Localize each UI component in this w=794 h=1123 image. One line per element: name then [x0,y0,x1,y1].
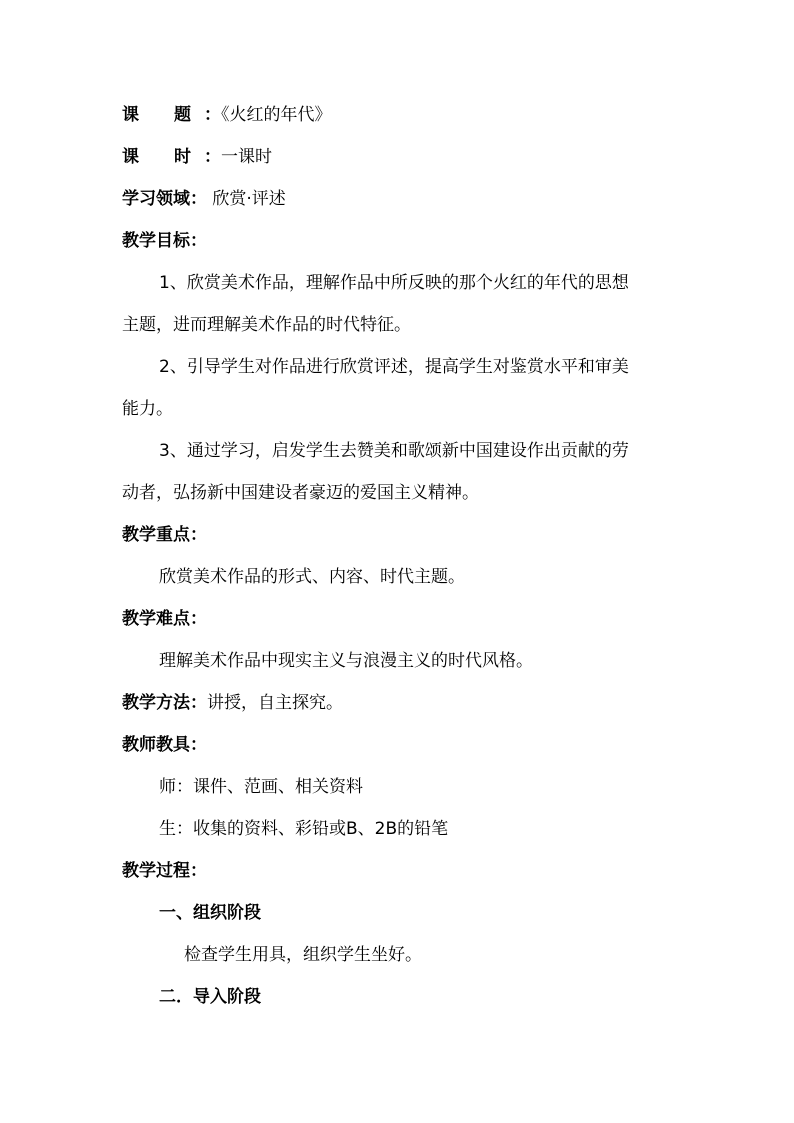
objective-1-line-2: 主题，进而理解美术作品的时代特征。 [122,315,411,335]
domain-label: 学习领域： [122,189,207,209]
difficulties-text: 理解美术作品中现实主义与浪漫主义的时代风格。 [159,651,533,671]
tools-heading: 教师教具： [122,735,207,755]
process-step-1-text: 检查学生用具，组织学生坐好。 [184,945,422,965]
key-points-text: 欣赏美术作品的形式、内容、时代主题。 [159,567,465,587]
objective-1-line-1: 1、欣赏美术作品，理解作品中所反映的那个火红的年代的思想 [159,273,629,293]
process-step-1-title: 一、组织阶段 [159,903,261,923]
process-heading: 教学过程： [122,861,207,881]
process-step-2-title: 二．导入阶段 [159,987,261,1007]
objective-3-line-1: 3、通过学习，启发学生去赞美和歌颂新中国建设作出贡献的劳 [159,441,629,461]
domain-value: 欣赏·评述 [212,189,286,209]
subject-colon: ： [204,105,221,125]
subject-value: 《火红的年代》 [221,105,332,125]
objective-3-line-2: 动者，弘扬新中国建设者豪迈的爱国主义精神。 [122,483,479,503]
difficulties-heading: 教学难点： [122,609,207,629]
hours-line [122,146,272,168]
objective-2-line-2: 能力。 [122,399,173,419]
methods-heading: 教学方法： [122,693,207,713]
subject-label: 课 题 [122,105,191,125]
domain-line [122,188,286,210]
objective-2-line-1: 2、引导学生对作品进行欣赏评述，提高学生对鉴赏水平和审美 [159,357,629,377]
hours-label: 课 时 [122,147,191,167]
tools-student: 生：收集的资料、彩铅或B、2B的铅笔 [159,819,449,839]
objectives-heading: 教学目标： [122,231,207,251]
key-points-heading: 教学重点： [122,525,207,545]
methods-text: 讲授，自主探究。 [207,693,343,713]
subject-line [122,104,332,126]
hours-value: 一课时 [221,147,272,167]
hours-colon: ： [204,147,221,167]
tools-teacher: 师：课件、范画、相关资料 [159,777,363,797]
methods-line [122,692,343,714]
